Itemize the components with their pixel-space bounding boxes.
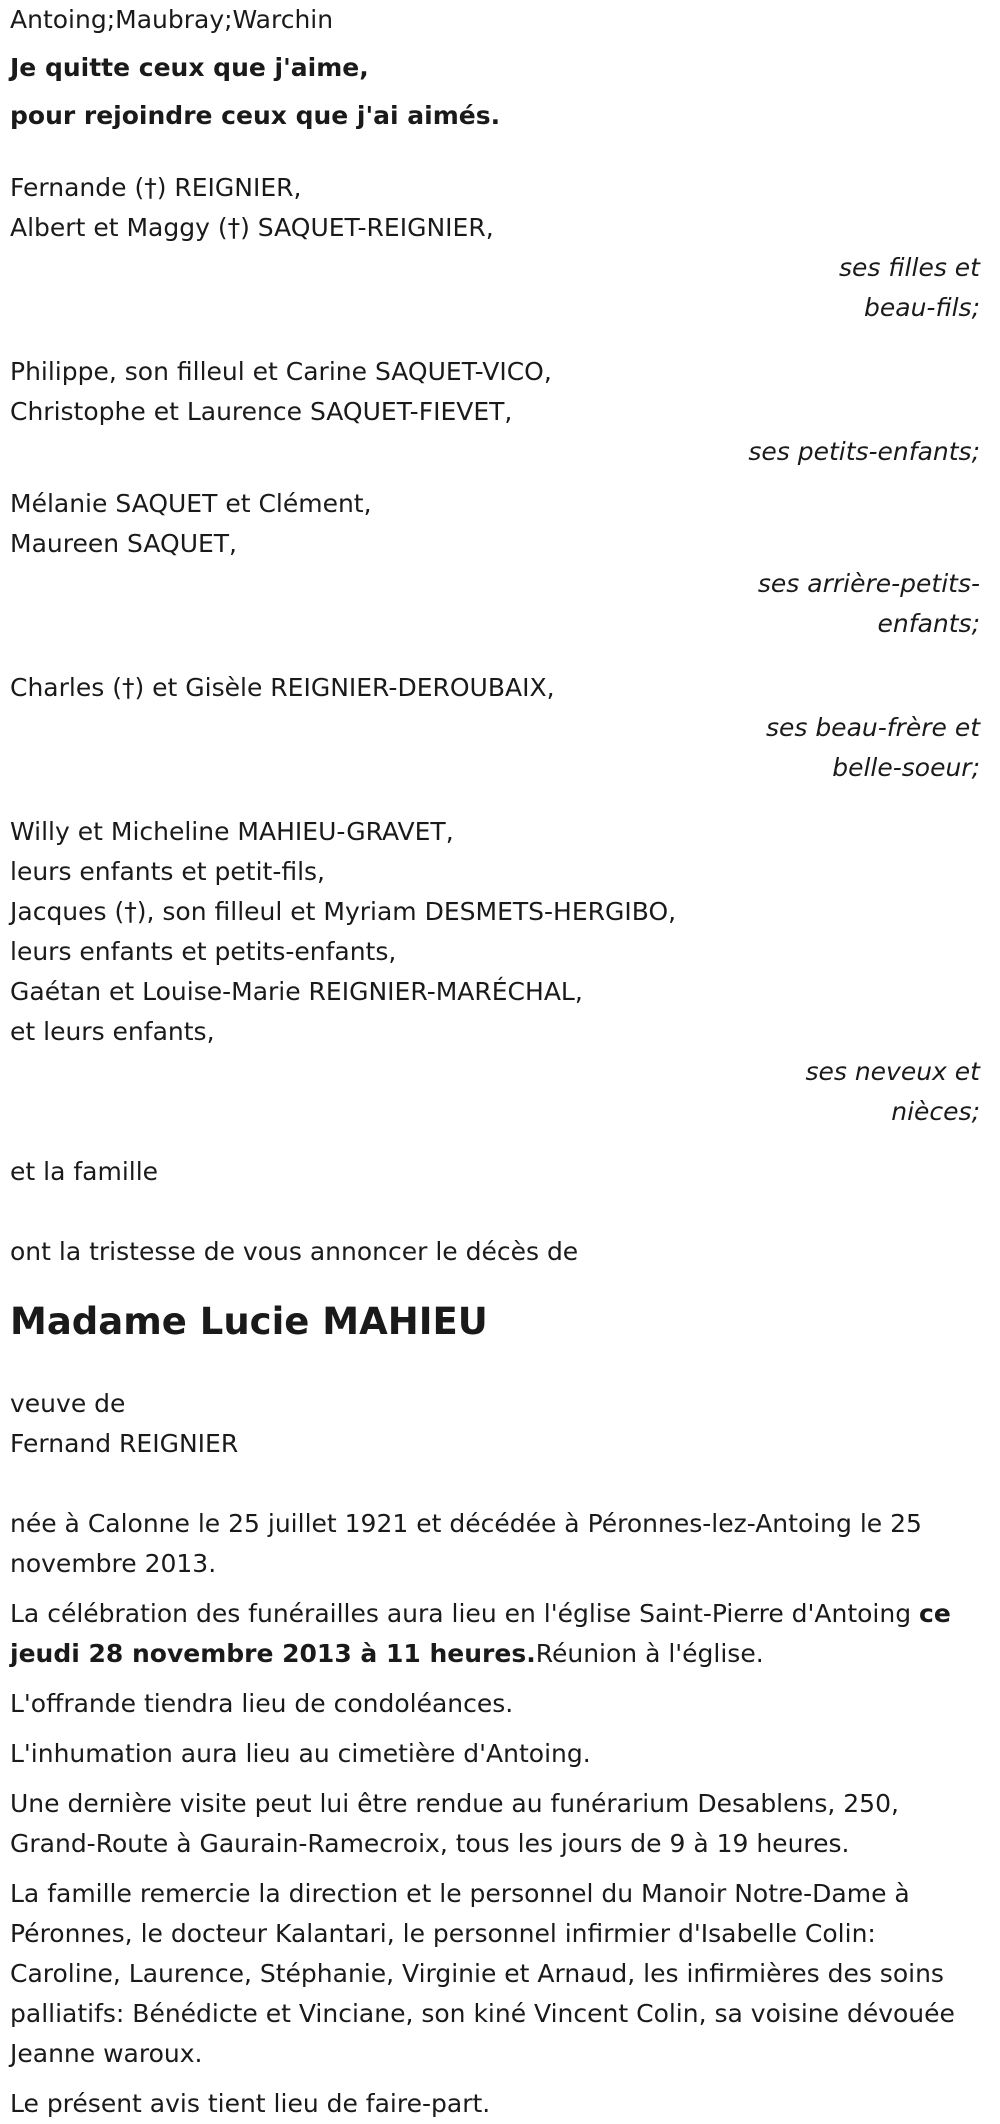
relation-label: ses arrière-petits-: [757, 569, 980, 598]
locality-header: Antoing;Maubray;Warchin: [10, 5, 334, 34]
funeral-text: [10, 1594, 980, 1674]
closing-text: Le présent avis tient lieu de faire-part.: [10, 2089, 491, 2118]
family-name: Philippe, son filleul et Carine SAQUET-VICO,: [10, 357, 552, 386]
funeral-date: ce jeudi 28 novembre 2013 à 11 heures.: [10, 1599, 951, 1668]
family-group-in-laws: [10, 668, 980, 788]
family-group-great-grandchildren: [10, 484, 980, 644]
family-line: et la famille: [10, 1157, 159, 1186]
announcement-text: ont la tristesse de vous annoncer le décès de: [10, 1237, 579, 1266]
epitaph-line-1: Je quitte ceux que j'aime,: [10, 53, 369, 82]
relation-label: ses filles et: [839, 253, 980, 282]
offering-text: L'offrande tiendra lieu de condoléances.: [10, 1689, 514, 1718]
family-name: Mélanie SAQUET et Clément,: [10, 489, 372, 518]
obituary-notice: [10, 0, 980, 2124]
widow-of-label: veuve de: [10, 1389, 126, 1418]
birth-death-text: née à Calonne le 25 juillet 1921 et décédée à Péronnes-lez-Antoing le 25 novembre 2013.: [10, 1509, 922, 1578]
family-name: Charles (†) et Gisèle REIGNIER-DEROUBAIX,: [10, 673, 555, 702]
family-name: Gaétan et Louise-Marie REIGNIER-MARÉCHAL,: [10, 977, 583, 1006]
family-name: Fernande (†) REIGNIER,: [10, 173, 302, 202]
family-name: Maureen SAQUET,: [10, 529, 238, 558]
relation-label: ses beau-frère et: [765, 713, 980, 742]
family-name: Jacques (†), son filleul et Myriam DESMETS-HERGIBO,: [10, 897, 677, 926]
family-name: Christophe et Laurence SAQUET-FIEVET,: [10, 397, 513, 426]
family-name: leurs enfants et petit-fils,: [10, 857, 326, 886]
thanks-text: La famille remercie la direction et le personnel du Manoir Notre-Dame à Péronnes, le docteur Kalantari, le personnel infirmier d'Isabelle Colin: Caroline, Laurence, Stéphanie, Virginie et Arnaud, les infirmières des soins palliatifs: Bénédicte et Vinciane, son kiné Vincent Colin, sa voisine dévouée Jeanne waroux.: [10, 1879, 955, 2068]
family-group-daughters: [10, 168, 980, 328]
funeral-intro: La célébration des funérailles aura lieu en l'église Saint-Pierre d'Antoing: [10, 1599, 912, 1628]
spouse-name: Fernand REIGNIER: [10, 1429, 239, 1458]
relation-label: ses petits-enfants;: [748, 437, 980, 466]
visit-text: Une dernière visite peut lui être rendue au funérarium Desablens, 250, Grand-Route à Gaurain-Ramecroix, tous les jours de 9 à 19 heures.: [10, 1789, 899, 1858]
relation-label: nièces;: [891, 1097, 980, 1126]
family-group-nephews-nieces: [10, 812, 980, 1132]
family-name: leurs enfants et petits-enfants,: [10, 937, 397, 966]
relation-label: enfants;: [877, 609, 980, 638]
family-name: Albert et Maggy (†) SAQUET-REIGNIER,: [10, 213, 494, 242]
deceased-name: Madame Lucie MAHIEU: [10, 1300, 488, 1343]
relation-label: ses neveux et: [805, 1057, 980, 1086]
relation-label: beau-fils;: [864, 293, 980, 322]
relation-label: belle-soeur;: [832, 753, 980, 782]
family-name: et leurs enfants,: [10, 1017, 215, 1046]
funeral-after: Réunion à l'église.: [535, 1639, 764, 1668]
family-name: Willy et Micheline MAHIEU-GRAVET,: [10, 817, 454, 846]
epitaph-line-2: pour rejoindre ceux que j'ai aimés.: [10, 101, 501, 130]
family-group-grandchildren: [10, 352, 980, 472]
burial-text: L'inhumation aura lieu au cimetière d'Antoing.: [10, 1739, 591, 1768]
